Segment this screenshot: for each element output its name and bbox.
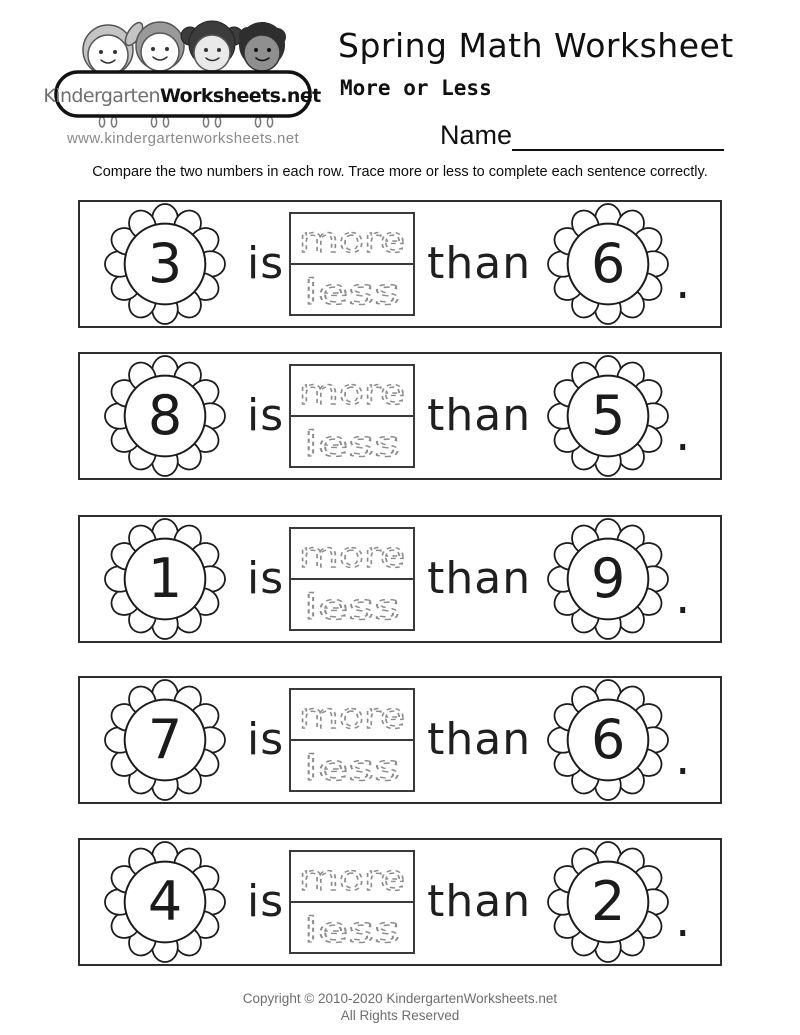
word-is: is — [247, 238, 285, 289]
worksheet-row-3 — [78, 515, 722, 643]
trace-box — [289, 688, 415, 792]
flower-right — [547, 203, 669, 325]
trace-more-cell — [291, 690, 413, 739]
website-url: www.kindergartenworksheets.net — [66, 130, 300, 147]
flower-right — [547, 679, 669, 801]
trace-more-cell — [291, 214, 413, 263]
footer-rights: All Rights Reserved — [340, 1008, 460, 1023]
brand-first: Kindergarten — [43, 85, 160, 107]
flower-left — [104, 518, 226, 640]
word-than: than — [427, 238, 532, 289]
sentence-period: . — [675, 569, 691, 625]
name-blank-line — [512, 121, 724, 151]
word-is: is — [247, 714, 285, 765]
sentence-period: . — [675, 730, 691, 786]
flower-number-left: 8 — [147, 383, 183, 447]
logo-wordmark — [43, 76, 321, 116]
trace-word-less: less — [304, 587, 401, 628]
trace-more-cell — [291, 852, 413, 901]
trace-box — [289, 212, 415, 316]
flower-right — [547, 355, 669, 477]
flower-number-left: 4 — [147, 869, 183, 933]
instructions-text: Compare the two numbers in each row. Trace more or less to complete each sentence correctly. — [92, 164, 708, 180]
trace-more-cell — [291, 529, 413, 578]
flower-left — [104, 355, 226, 477]
flower-right — [547, 841, 669, 963]
worksheet-row-2 — [78, 352, 722, 480]
brand-second: Worksheets.net — [159, 85, 321, 107]
worksheet-row-4 — [78, 676, 722, 804]
footer — [0, 990, 800, 1024]
trace-less-cell — [291, 415, 413, 466]
name-block — [440, 120, 724, 151]
flower-number-right: 6 — [590, 707, 626, 771]
sentence-period: . — [675, 406, 691, 462]
flower-number-left: 7 — [147, 707, 183, 771]
word-than: than — [427, 714, 532, 765]
page-title: Spring Math Worksheet — [338, 26, 734, 65]
sentence-period: . — [675, 254, 691, 310]
trace-word-more: more — [299, 535, 406, 576]
word-is: is — [247, 390, 285, 441]
trace-word-less: less — [304, 910, 401, 951]
word-than: than — [427, 553, 532, 604]
trace-word-more: more — [299, 220, 406, 261]
flower-left — [104, 841, 226, 963]
word-is: is — [247, 553, 285, 604]
trace-word-less: less — [304, 272, 401, 313]
flower-number-right: 6 — [590, 231, 626, 295]
name-label: Name — [440, 120, 513, 150]
word-is: is — [247, 876, 285, 927]
word-than: than — [427, 876, 532, 927]
trace-word-less: less — [304, 424, 401, 465]
trace-word-less: less — [304, 748, 401, 789]
sentence-period: . — [675, 892, 691, 948]
worksheet-row-1 — [78, 200, 722, 328]
trace-less-cell — [291, 263, 413, 314]
flower-right — [547, 518, 669, 640]
trace-word-more: more — [299, 372, 406, 413]
flower-number-right: 9 — [590, 546, 626, 610]
flower-number-left: 1 — [147, 546, 183, 610]
page-subtitle: More or Less — [340, 76, 492, 100]
word-than: than — [427, 390, 532, 441]
flower-number-left: 3 — [147, 231, 183, 295]
trace-word-more: more — [299, 696, 406, 737]
flower-number-right: 5 — [590, 383, 626, 447]
trace-more-cell — [291, 366, 413, 415]
flower-left — [104, 679, 226, 801]
trace-less-cell — [291, 901, 413, 952]
trace-box — [289, 527, 415, 631]
worksheet-row-5 — [78, 838, 722, 966]
trace-box — [289, 850, 415, 954]
trace-word-more: more — [299, 858, 406, 899]
trace-less-cell — [291, 578, 413, 629]
trace-less-cell — [291, 739, 413, 790]
flower-number-right: 2 — [590, 869, 626, 933]
flower-left — [104, 203, 226, 325]
trace-box — [289, 364, 415, 468]
site-logo — [43, 14, 321, 147]
footer-copyright: Copyright © 2010-2020 KindergartenWorksheets.net — [242, 991, 558, 1006]
